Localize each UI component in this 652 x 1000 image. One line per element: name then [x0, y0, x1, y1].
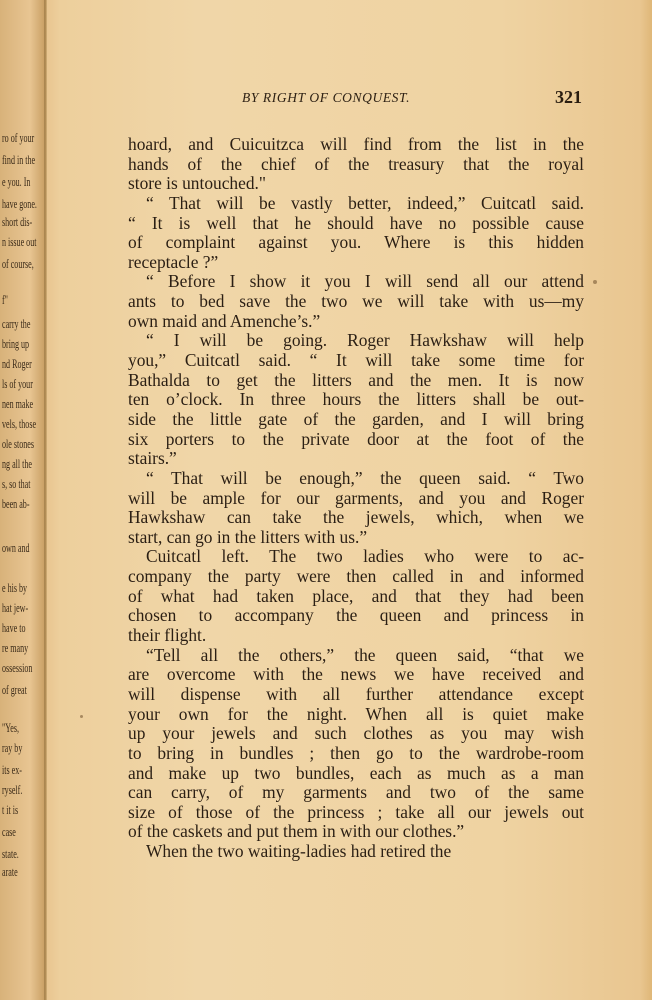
facing-page-fragment: e his by [2, 580, 28, 595]
text-line: Cuitcatl left. The two ladies who were to ac- [146, 546, 584, 567]
text-line: six porters to the private door at the foot of the [128, 428, 584, 449]
text-line: Hawkshaw can take the jewels, which, when we [128, 507, 584, 528]
text-line: “ It is well that he should have no possible cause [128, 212, 584, 233]
facing-page-fragment: f" [2, 292, 8, 307]
text-line: chosen to accompany the queen and princess in [128, 605, 584, 626]
text-line: up your jewels and such clothes as you may wish [128, 723, 584, 744]
facing-page-fragment: nd Roger [2, 356, 32, 371]
text-line: When the two waiting-ladies had retired the [146, 841, 452, 862]
facing-page-fragment: its ex- [2, 762, 22, 777]
facing-page-fragment: ole stones [2, 436, 35, 451]
text-line: “Tell all the others,” the queen said, “that we [146, 644, 584, 665]
text-line: “ That will be vastly better, indeed,” Cuitcatl said. [146, 192, 584, 213]
facing-page-fragment: t it is [2, 802, 19, 817]
facing-page-fragment: find in the [2, 152, 36, 167]
facing-page-fragment: have gone. [2, 196, 37, 211]
text-line: company the party were then called in and informed [128, 566, 584, 587]
facing-page-fragment: s, so that [2, 476, 31, 491]
text-line: will be ample for our garments, and you and Roger [128, 487, 584, 508]
text-line: will dispense with all further attendance except [128, 683, 584, 704]
facing-page-fragment: ro of your [2, 130, 35, 145]
facing-page-fragment: short dis- [2, 214, 33, 229]
book-spine [44, 0, 47, 1000]
text-line: to bring in bundles ; then go to the wardrobe-room [128, 742, 584, 763]
body-text [128, 135, 584, 862]
text-line: you,” Cuitcatl said. “ It will take some time for [128, 350, 584, 371]
text-line: can carry, of my garments and two of the same [128, 782, 584, 803]
text-line: “ That will be enough,” the queen said. “ Two [146, 467, 584, 488]
text-line: their flight. [128, 625, 207, 646]
text-line: are overcome with the news we have received and [128, 664, 584, 685]
facing-page-edge [0, 0, 46, 1000]
text-line: start, can go in the litters with us.” [128, 526, 368, 547]
facing-page-fragment: hat jew- [2, 600, 29, 615]
text-line: receptacle ?” [128, 251, 219, 272]
text-line: “ Before I show it you I will send all our attend [146, 271, 584, 292]
facing-page-fragment: carry the [2, 316, 31, 331]
text-line: “ I will be going. Roger Hawkshaw will help [146, 330, 584, 351]
text-line: Bathalda to get the litters and the men. It is now [128, 369, 584, 390]
text-line: ants to bed save the two we will take with us—my [128, 291, 584, 312]
facing-page-fragment: bring up [2, 336, 30, 351]
facing-page-fragment: n issue out [2, 234, 37, 249]
text-line: ten o’clock. In three hours the litters shall be out- [128, 389, 584, 410]
facing-page-fragment: re many [2, 640, 29, 655]
paper-blemish [593, 280, 597, 284]
running-title: BY RIGHT OF CONQUEST. [242, 90, 411, 105]
facing-page-fragment: ng all the [2, 456, 33, 471]
text-line: your own for the night. When all is quiet make [128, 703, 584, 724]
paper-blemish [80, 715, 83, 718]
text-line: hoard, and Cuicuitzca will find from the list in the [128, 134, 584, 154]
facing-page-fragment: of great [2, 682, 27, 697]
page-header [230, 87, 590, 112]
facing-page-fragment: "Yes, [2, 720, 20, 735]
facing-page-fragment: arate [2, 864, 18, 879]
facing-page-fragment: e you. In [2, 174, 31, 189]
facing-page-fragment: ls of your [2, 376, 33, 391]
facing-page-fragment: state. [2, 846, 19, 861]
facing-page-fragment: case [2, 824, 16, 839]
text-line: of complaint against you. Where is this hidden [128, 232, 584, 253]
text-line: size of those of the princess ; take all our jewels out [128, 801, 584, 822]
text-line: and make up two bundles, each as much as a man [128, 762, 584, 783]
facing-page-fragment: have to [2, 620, 26, 635]
facing-page-fragment: vels, those [2, 416, 37, 431]
facing-page-fragment: of course, [2, 256, 34, 271]
text-line: hands of the chief of the treasury that the royal [128, 153, 584, 174]
facing-page-fragment: ossession [2, 660, 33, 675]
page-number: 321 [555, 87, 582, 107]
facing-page-fragment: ryself. [2, 782, 23, 797]
facing-page-fragment: nen make [2, 396, 34, 411]
text-line: own maid and Amenche’s.” [128, 310, 321, 331]
text-line: of the caskets and put them in with our clothes.” [128, 821, 465, 842]
text-line: side the little gate of the garden, and I will bring [128, 408, 584, 429]
text-line: store is untouched." [128, 173, 266, 194]
text-line: of what had taken place, and that they had been [128, 585, 584, 606]
text-line: stairs.” [128, 448, 177, 469]
facing-page-fragment: own and [2, 540, 30, 555]
facing-page-fragment: been ab- [2, 496, 30, 511]
facing-page-fragment: ray by [2, 740, 23, 755]
